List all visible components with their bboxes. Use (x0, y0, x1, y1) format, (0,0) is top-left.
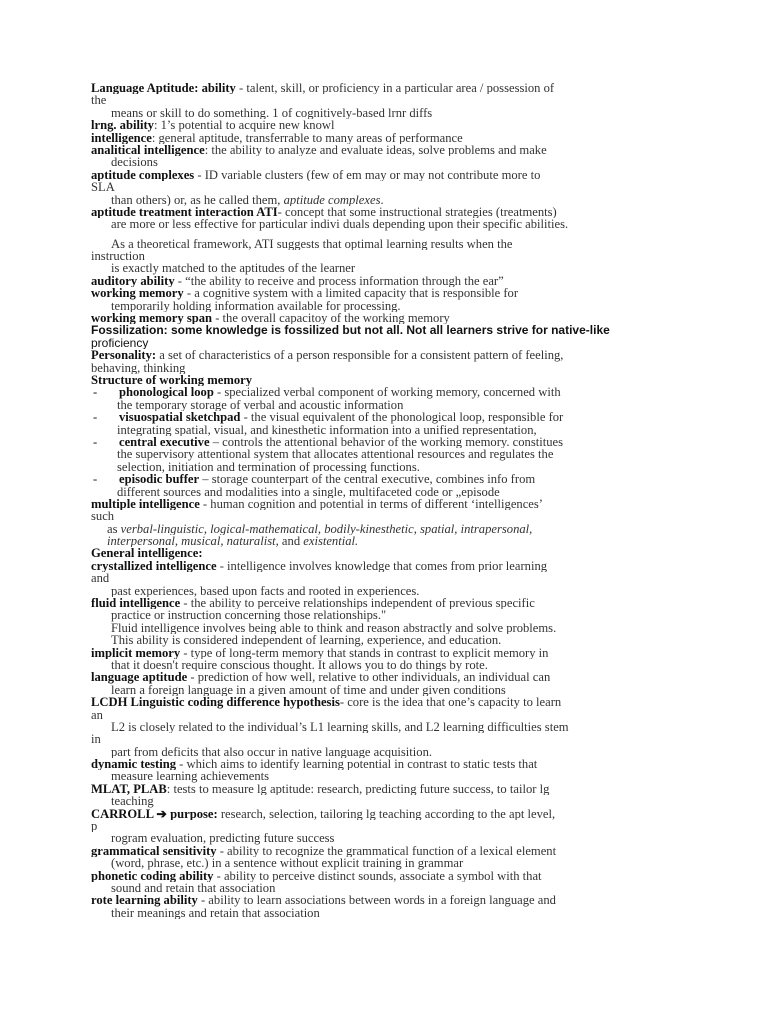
text-line (91, 498, 676, 510)
text-line (91, 510, 676, 522)
term: visuospatial sketchpad (119, 411, 241, 424)
note-text: Fossilization: some knowledge is fossilized but not all. Not all learners strive for native-like (91, 324, 610, 337)
definition-text: as (107, 522, 121, 536)
term: analitical intelligence (91, 143, 205, 157)
text-line (91, 684, 676, 696)
definition-text: rogram evaluation, predicting future success (111, 832, 335, 845)
term: implicit memory (91, 646, 181, 659)
text-line (91, 857, 676, 869)
text-line (91, 238, 676, 250)
text-line (91, 424, 676, 436)
definition-text: sound and retain that association (111, 882, 276, 895)
definition-text: This ability is considered independent of learning, experience, and education. (111, 634, 502, 647)
text-line (91, 206, 676, 218)
text-line (91, 572, 676, 584)
definition-text: an (91, 708, 103, 721)
text-line (91, 262, 676, 274)
text-line (91, 845, 676, 857)
text-line (91, 275, 676, 287)
definition-text: are more or less effective for particular indivi duals depending upon their specific abilities. (111, 218, 569, 231)
definition-text: - ID variable clusters (few of em may or may not contribute more to (194, 168, 541, 182)
definition-text: instruction (91, 250, 145, 263)
definition-text: - ability to recognize the grammatical function of a lexical element (216, 844, 557, 858)
text-line (91, 411, 676, 423)
note-text: proficiency (91, 336, 149, 350)
text-line (91, 386, 676, 398)
term: episodic buffer (119, 473, 200, 486)
text-line (91, 709, 676, 721)
definition-text: the supervisory attentional system that allocates attentional resources and regulates the (117, 448, 554, 461)
term: phonetic coding ability (91, 869, 214, 882)
definition-text: - specialized verbal component of working memory, concerned with (213, 386, 561, 399)
text-line (91, 585, 676, 597)
term: ability (198, 82, 236, 95)
definition-text: - the visual equivalent of the phonological loop, responsible for (240, 411, 564, 424)
paragraph-gap (91, 231, 676, 238)
text-line (91, 312, 676, 324)
text-line (91, 783, 676, 795)
term: central executive (119, 435, 210, 449)
definition-text: part from deficits that also occur in native language acquisition. (111, 745, 433, 759)
term: dynamic testing (91, 758, 177, 771)
definition-text: their meanings and retain that association (111, 906, 320, 920)
term: phonological loop (119, 386, 214, 399)
text-line (91, 337, 676, 349)
definition-text: p (91, 820, 98, 833)
definition-text: the (91, 94, 107, 107)
definition-text: than others) or, as he called them, (111, 193, 284, 206)
text-line (91, 721, 676, 733)
text-line (91, 820, 676, 832)
text-line (91, 696, 676, 708)
text-line (91, 144, 676, 156)
text-line (91, 535, 676, 547)
text-line (91, 349, 676, 361)
text-line (91, 609, 676, 621)
text-line (91, 770, 676, 782)
text-line (91, 399, 676, 411)
definition-text: : the ability to analyze and evaluate ideas, solve problems and make (204, 143, 547, 157)
definition-text: . (380, 193, 384, 206)
definition-text: : general aptitude, transferrable to many areas of performance (151, 131, 463, 144)
term: CARROLL ➔ purpose: (91, 807, 218, 821)
italic-text: verbal-linguistic, logical-mathematical, bodily-kinesthetic, spatial, intrapersonal, (120, 522, 533, 536)
text-line (91, 597, 676, 609)
definition-text: - the overall capacitoy of the working memory (212, 312, 450, 325)
term: auditory ability (91, 274, 175, 288)
definition-text: (word, phrase, etc.) in a sentence without explicit training in grammar (111, 857, 464, 870)
text-line (91, 436, 676, 448)
text-line (91, 808, 676, 820)
document-body (91, 82, 676, 919)
definition-text: is exactly matched to the aptitudes of the learner (111, 262, 356, 275)
text-line (91, 832, 676, 844)
definition-text: and (278, 535, 304, 548)
text-line (91, 156, 676, 168)
text-line (91, 218, 676, 230)
definition-text: Fluid intelligence involves being able to think and reason abstractly and solve problems. (111, 621, 557, 635)
term: Structure of working memory (91, 373, 253, 387)
term: lrng. ability (91, 119, 154, 132)
text-line (91, 746, 676, 758)
text-line (91, 461, 676, 473)
definition-text: - ability to perceive distinct sounds, associate a symbol with that (213, 869, 542, 882)
definition-text: different sources and modalities into a single, multifaceted code or „episode (117, 485, 500, 498)
term: language aptitude (91, 671, 188, 684)
term: aptitude treatment interaction ATI (91, 205, 278, 219)
list-bullet: - (93, 411, 98, 424)
text-line (91, 733, 676, 745)
definition-text: : 1’s potential to acquire new knowl (153, 119, 335, 132)
term: crystallized intelligence (91, 559, 217, 573)
term: LCDH Linguistic coding difference hypothesis (91, 696, 340, 709)
text-line (91, 795, 676, 807)
definition-text: selection, initiation and termination of processing functions. (117, 460, 420, 474)
definition-text: past experiences, based upon facts and rooted in experiences. (111, 584, 420, 598)
definition-text: - talent, skill, or proficiency in a particular area / possession of (235, 82, 555, 95)
text-line (91, 758, 676, 770)
definition-text: - type of long-term memory that stands in contrast to explicit memory in (180, 646, 549, 659)
definition-text: measure learning achievements (111, 770, 270, 783)
definition-text: - core is the idea that one’s capacity to learn (339, 696, 562, 709)
text-line (91, 671, 676, 683)
term: aptitude complexes (91, 168, 195, 182)
definition-text: in (91, 733, 101, 746)
definition-text: teaching (111, 795, 154, 808)
definition-text: the temporary storage of verbal and acoustic information (117, 398, 404, 412)
text-line (91, 169, 676, 181)
definition-text: - intelligence involves knowledge that comes from prior learning (216, 559, 548, 573)
text-line (91, 622, 676, 634)
term: General intelligence: (91, 547, 203, 560)
text-line (91, 473, 676, 485)
text-line (91, 523, 676, 535)
definition-text: – controls the attentional behavior of the working memory. constitues (209, 435, 564, 449)
text-line (91, 94, 676, 106)
definition-text: - ability to learn associations between words in a foreign language and (197, 894, 556, 907)
text-line (91, 448, 676, 460)
term: working memory span (91, 312, 213, 325)
text-line (91, 870, 676, 882)
definition-text: As a theoretical framework, ATI suggests that optimal learning results when the (111, 237, 513, 251)
term: MLAT, PLAB (91, 782, 167, 796)
term: fluid intelligence (91, 597, 181, 610)
list-bullet: - (93, 435, 98, 449)
definition-text: – storage counterpart of the central executive, combines info from (199, 473, 536, 486)
definition-text: SLA (91, 181, 115, 194)
text-line (91, 647, 676, 659)
text-line (91, 659, 676, 671)
definition-text: that it doesn't require conscious thought. It allows you to do things by rote. (111, 658, 488, 672)
definition-text: - “the ability to receive and process information through the ear” (174, 274, 504, 288)
term: intelligence (91, 131, 152, 144)
definition-text: behaving, thinking (91, 361, 186, 374)
definition-text: and (91, 572, 110, 585)
text-line (91, 560, 676, 572)
text-line (91, 894, 676, 906)
text-line (91, 634, 676, 646)
term: multiple intelligence (91, 497, 200, 511)
text-line (91, 250, 676, 262)
definition-text: learn a foreign language in a given amount of time and under given conditions (111, 683, 506, 697)
italic-text: interpersonal, musical, naturalist, (107, 535, 279, 548)
term: rote learning ability (91, 894, 198, 907)
list-bullet: - (93, 386, 98, 399)
text-line (91, 324, 676, 336)
definition-text: temporarily holding information available for processing. (111, 299, 401, 313)
term: Personality: (91, 349, 157, 362)
list-bullet: - (93, 473, 98, 486)
term: working memory (91, 287, 184, 300)
term: Language Aptitude: (91, 82, 199, 95)
text-line (91, 374, 676, 386)
text-line (91, 82, 676, 94)
definition-text: integrating spatial, visual, and kinesthetic information into a unified representation, (117, 423, 537, 436)
text-line (91, 907, 676, 919)
text-line (91, 486, 676, 498)
text-line (91, 362, 676, 374)
definition-text: - which aims to identify learning potential in contrast to static tests that (176, 758, 538, 771)
text-line (91, 119, 676, 131)
definition-text: such (91, 510, 115, 523)
text-line (91, 107, 676, 119)
text-line (91, 132, 676, 144)
definition-text: : tests to measure lg aptitude: research, predicting future success, to tailor lg (166, 782, 550, 796)
definition-text: practice or instruction concerning those relationships." (111, 609, 387, 622)
italic-text: aptitude complexes (283, 193, 381, 206)
definition-text: - human cognition and potential in terms of different ‘intelligences’ (199, 497, 543, 511)
text-line (91, 194, 676, 206)
definition-text: decisions (111, 156, 158, 169)
definition-text: - concept that some instructional strategies (treatments) (277, 205, 557, 219)
text-line (91, 300, 676, 312)
definition-text: a set of characteristics of a person responsible for a consistent pattern of feeling, (156, 349, 564, 362)
definition-text: research, selection, tailoring lg teaching according to the apt level, (217, 807, 556, 821)
text-line (91, 181, 676, 193)
term: grammatical sensitivity (91, 844, 217, 858)
definition-text: - a cognitive system with a limited capacity that is responsible for (183, 287, 519, 300)
text-line (91, 882, 676, 894)
text-line (91, 547, 676, 559)
italic-text: existential. (303, 535, 359, 548)
text-line (91, 287, 676, 299)
definition-text: means or skill to do something. 1 of cognitively-based lrnr diffs (111, 106, 433, 120)
definition-text: - the ability to perceive relationships independent of previous specific (180, 597, 535, 610)
definition-text: - prediction of how well, relative to other individuals, an individual can (187, 671, 551, 684)
definition-text: L2 is closely related to the individual’s L1 learning skills, and L2 learning difficulties stem (111, 720, 569, 734)
